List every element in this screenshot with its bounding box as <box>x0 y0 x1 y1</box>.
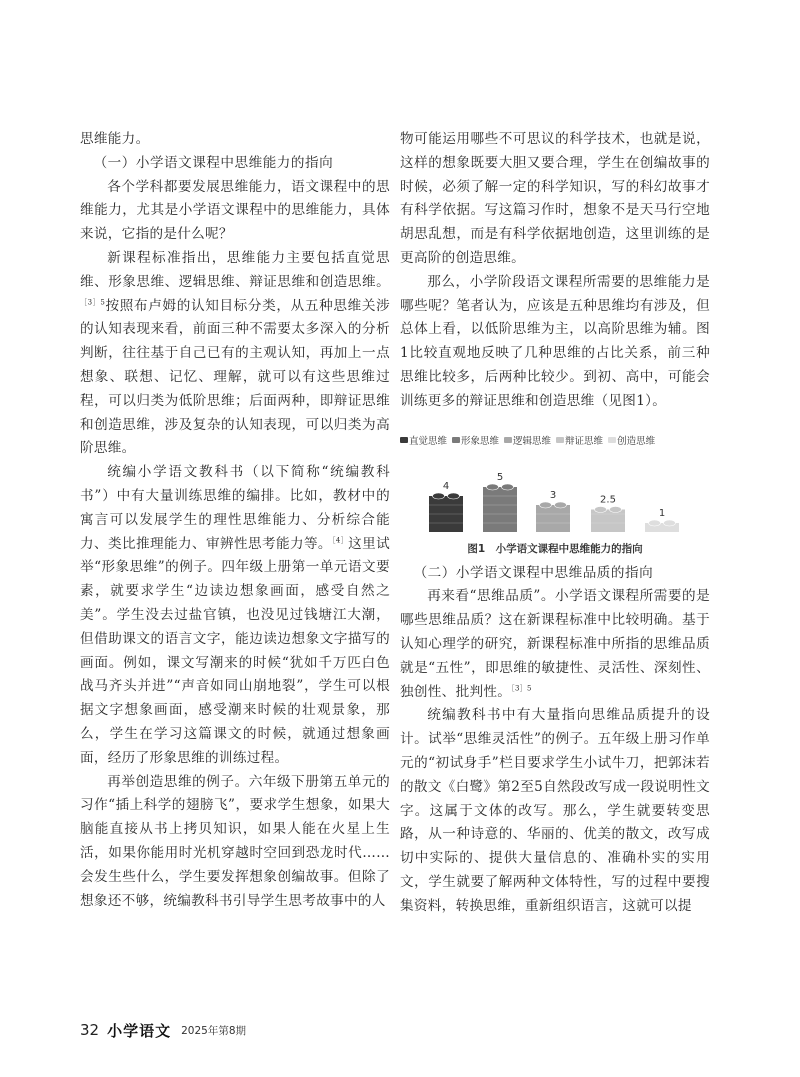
citation-ref: ［3］5 <box>511 684 532 693</box>
right-column <box>400 128 710 919</box>
legend-item <box>452 433 499 447</box>
legend-label: 创造思维 <box>617 435 656 447</box>
bar-block <box>483 487 517 532</box>
paragraph-text: 统编小学语文教科书（以下简称“统编教科书”）中有大量训练思维的编排。比如，教材中的寓言可以发展学生的理性思维能力、分析综合能力、类比推理能力、审辨性思考能力等。 <box>80 464 390 552</box>
legend-label: 辩证思维 <box>565 435 604 447</box>
legend-swatch <box>504 437 512 443</box>
paragraph: 物可能运用哪些不可思议的科学技术，也就是说，这样的想象既要大胆又要合理，学生在创编故事的时候，必须了解一定的科学知识，写的科幻故事才有科学依据。写这篇习作时，想象不是天马行空地胡思乱想，而是有科学依据地创造，这里训练的是更高阶的创造思维。 <box>400 131 710 266</box>
bar <box>591 506 625 532</box>
section-heading: （一）小学语文课程中思维能力的指向 <box>93 154 334 171</box>
figure-1 <box>400 448 710 540</box>
legend-item <box>556 433 603 447</box>
bar <box>645 520 679 532</box>
bar-stud <box>433 493 445 499</box>
legend-swatch <box>400 437 408 443</box>
bar-value-label: 1 <box>658 507 666 519</box>
paragraph-text: 按照布卢姆的认知目标分类，从五种思维关涉的认知表现来看，前面三种不需要太多深入的分析判断，往往基于自己已有的主观认知，再加上一点想象、联想、记忆、理解，就可以有这些思维过程，可以归类为低阶思维；后面两种，即辩证思维和创造思维，涉及复杂的认知表现，可以归类为高阶思维。 <box>80 297 390 457</box>
paragraph <box>80 461 390 770</box>
bar-block <box>536 505 570 532</box>
bar-stud <box>554 502 566 508</box>
left-column <box>80 128 390 913</box>
magazine-logo: 小学语文 <box>107 1021 172 1040</box>
bar-value-label: 4 <box>442 480 450 492</box>
figure-caption: 图1 小学语文课程中思维能力的指向 <box>467 542 643 555</box>
bar-value-label: 2.5 <box>600 494 616 506</box>
legend-item <box>504 433 551 447</box>
bar-chart <box>400 448 710 540</box>
paragraph-text: 再来看“思维品质”。小学语文课程所需要的是哪些思维品质？这在新课程标准中比较明确。基于认知心理学的研究，新课程标准中所指的思维品质就是“五性”，即思维的敏捷性、灵活性、深刻性、独创性、批判性。 <box>400 588 710 700</box>
citation-ref: ［3］5 <box>80 298 106 307</box>
bar-stud <box>649 520 661 526</box>
paragraph <box>80 247 390 461</box>
bar-block <box>591 509 625 532</box>
paragraph: 思维能力。 <box>80 131 150 147</box>
chart-legend <box>400 432 710 448</box>
page-number: 32 <box>80 1021 100 1039</box>
page-footer <box>80 1020 246 1040</box>
paragraph: 那么，小学阶段语文课程所需要的思维能力是哪些呢？笔者认为，应该是五种思维均有涉及，但总体上看，以低阶思维为主，以高阶思维为辅。图1比较直观地反映了几种思维的占比关系，前三种思维比较多，后两种比较少。到初、高中，可能会训练更多的辩证思维和创造思维（见图1）。 <box>400 273 710 409</box>
paragraph-text: 这里试举“形象思维”的例子。四年级上册第一单元语文要素，就要求学生“边读边想象画面，感受自然之美”。学生没去过盐官镇，也没见过钱塘江大潮，但借助课文的语言文字，能边读边想象文字描写的画面。例如，课文写潮来的时候“犹如千万匹白色战马齐头并进”“声音如同山崩地裂”，学生可以根据文字想象画面，感受潮来时候的壮观景象，那么，学生在学习这篇课文的时候，就通过想象画面，经历了形象思维的训练过程。 <box>80 535 390 766</box>
bar-value-label: 3 <box>549 489 557 501</box>
citation-ref: ［4］ <box>331 536 349 545</box>
legend-swatch <box>608 437 616 443</box>
legend-swatch <box>452 437 460 443</box>
bar-stud <box>663 520 675 526</box>
paragraph: 各个学科都要发展思维能力，语文课程中的思维能力，尤其是小学语文课程中的思维能力，具体来说，它指的是什么呢？ <box>80 178 390 243</box>
legend-item <box>400 433 447 447</box>
legend-label: 逻辑思维 <box>513 435 552 447</box>
bar-stud <box>447 493 459 499</box>
issue-label: 2025年第8期 <box>181 1024 247 1037</box>
bar-value-label: 5 <box>496 471 504 483</box>
legend-item <box>608 433 655 447</box>
paragraph-text: 新课程标准指出，思维能力主要包括直觉思维、形象思维、逻辑思维、辩证思维和创造思维。 <box>80 249 390 290</box>
section-heading: （二）小学语文课程中思维品质的指向 <box>413 564 654 581</box>
bar-stud <box>487 484 499 490</box>
bar-stud <box>540 502 552 508</box>
bar <box>429 493 463 532</box>
legend-swatch <box>556 437 564 443</box>
legend-label: 形象思维 <box>461 435 500 447</box>
bar-stud <box>595 506 607 512</box>
paragraph <box>400 585 710 704</box>
paragraph: 再举创造思维的例子。六年级下册第五单元的习作“插上科学的翅膀飞”，要求学生想象，如果大脑能直接从书上拷贝知识，如果人能在火星上生活，如果你能用时光机穿越时空回到恐龙时代……会发生些什么，学生要发挥想象创编故事。但除了想象还不够，统编教科书引导学生思考故事中的人 <box>80 773 390 909</box>
bar-stud <box>609 506 621 512</box>
bar <box>483 484 517 532</box>
paragraph: 统编教科书中有大量指向思维品质提升的设计。试举“思维灵活性”的例子。五年级上册习作单元的“初试身手”栏目要求学生小试牛刀，把郭沫若的散文《白鹭》第2至5自然段改写成一段说明性文字。这属于文体的改写。那么，学生就要转变思路，从一种诗意的、华丽的、优美的散文，改写成切中实际的、提供大量信息的、准确朴实的实用文，学生就要了解两种文体特性，写的过程中要搜集资料，转换思维，重新组织语言，这就可以提 <box>400 707 710 914</box>
bar <box>536 502 570 532</box>
legend-label: 直觉思维 <box>409 435 448 447</box>
bar-stud <box>501 484 513 490</box>
